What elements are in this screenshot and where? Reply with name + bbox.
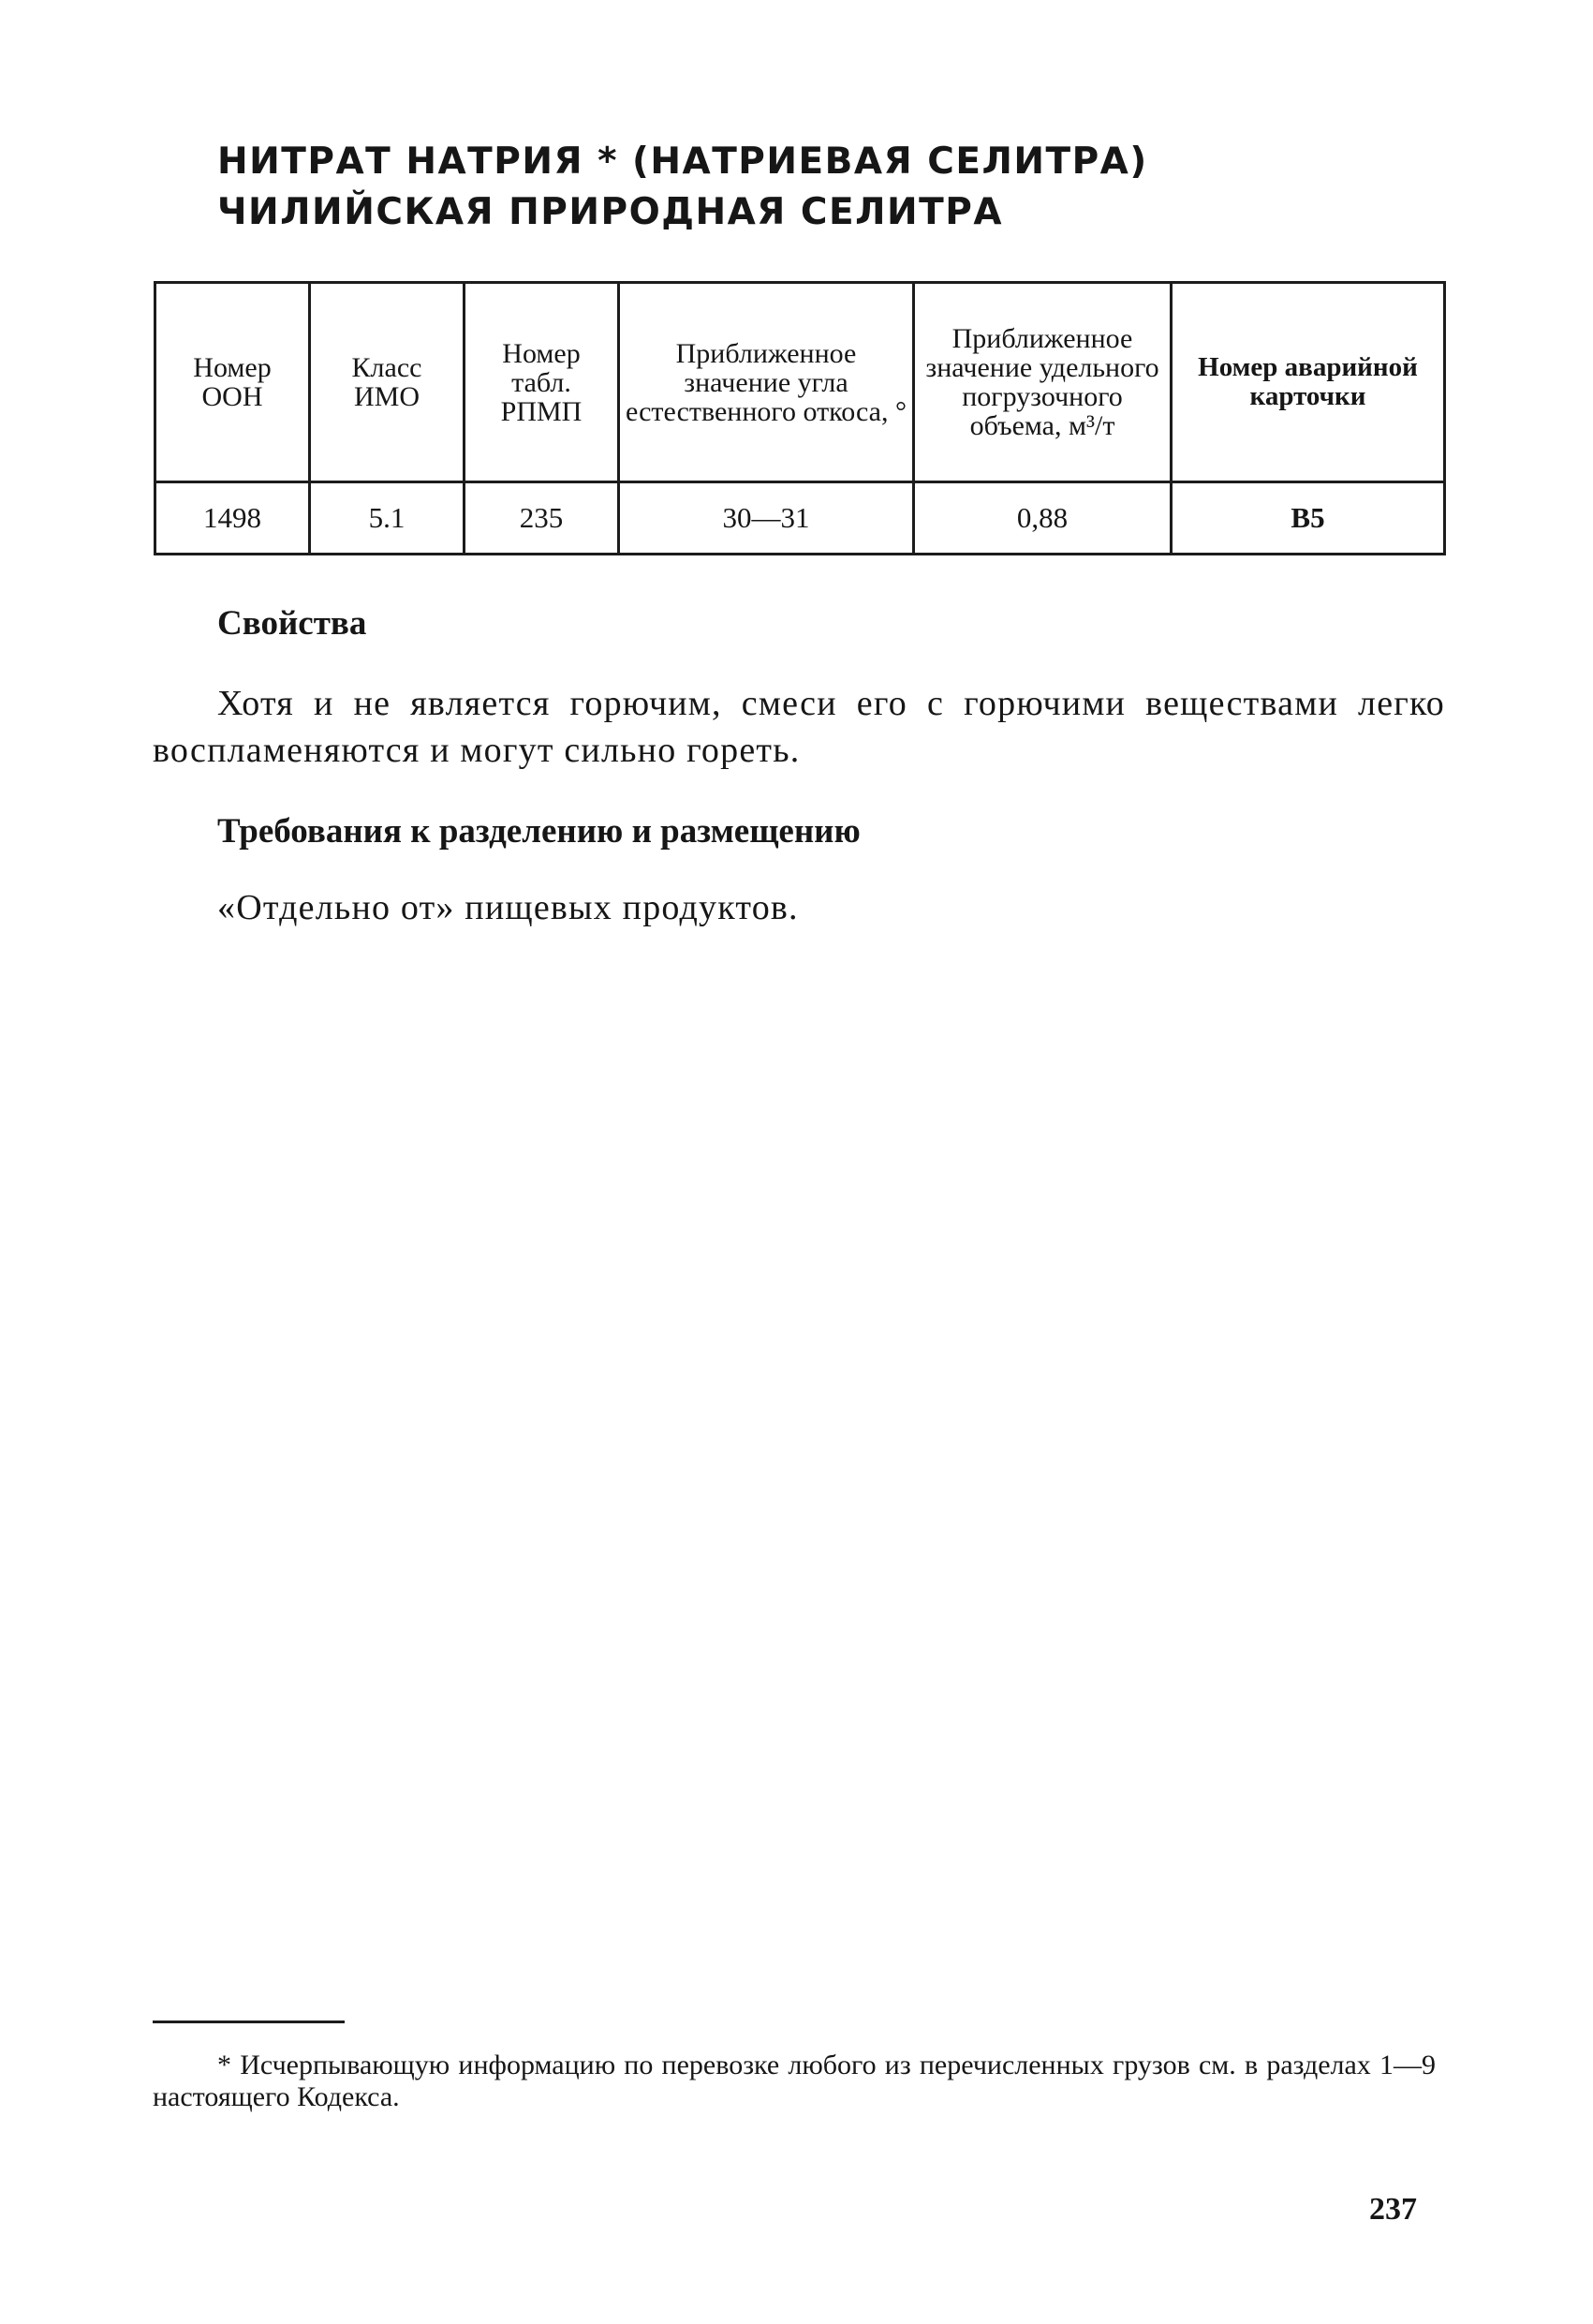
title-line-1: НИТРАТ НАТРИЯ * (НАТРИЕВАЯ СЕЛИТРА)	[217, 141, 1148, 183]
header-un-number: Номер ООН	[155, 283, 310, 482]
header-imo-class: Класс ИМО	[310, 283, 465, 482]
cell-table-number: 235	[465, 482, 619, 555]
footnote: * Исчерпывающую информацию по перевозке любого из перечисленных грузов см. в разделах 1—9 настоящего Кодекса.	[153, 2050, 1436, 2112]
cargo-table	[154, 281, 1443, 555]
segregation-heading: Требования к разделению и размещению	[217, 812, 861, 851]
header-table-number: Номер табл. РПМП	[465, 283, 619, 482]
cell-angle-of-repose: 30—31	[619, 482, 914, 555]
header-angle-of-repose: Приближенное значение угла естественного откоса, °	[619, 283, 914, 482]
cell-emergency-card: В5	[1172, 482, 1445, 555]
cell-un-number: 1498	[155, 482, 310, 555]
page-number: 237	[1369, 2192, 1417, 2227]
header-emergency-card: Номер аварийной карточки	[1172, 283, 1445, 482]
cell-imo-class: 5.1	[310, 482, 465, 555]
table-row	[155, 482, 1445, 555]
properties-text: Хотя и не является горючим, смеси его с горючими веществами легко воспламеняются и могут сильно гореть.	[153, 684, 1445, 770]
cell-stowage-factor: 0,88	[914, 482, 1172, 555]
page-title	[217, 137, 1148, 238]
table-header-row	[155, 283, 1445, 482]
header-stowage-factor: Приближенное значение удельного погрузочного объема, м³/т	[914, 283, 1172, 482]
title-line-2: ЧИЛИЙСКАЯ ПРИРОДНАЯ СЕЛИТРА	[217, 191, 1004, 233]
footnote-divider	[153, 2021, 345, 2023]
segregation-text: «Отдельно от» пищевых продуктов.	[217, 888, 799, 927]
properties-heading: Свойства	[217, 604, 367, 643]
